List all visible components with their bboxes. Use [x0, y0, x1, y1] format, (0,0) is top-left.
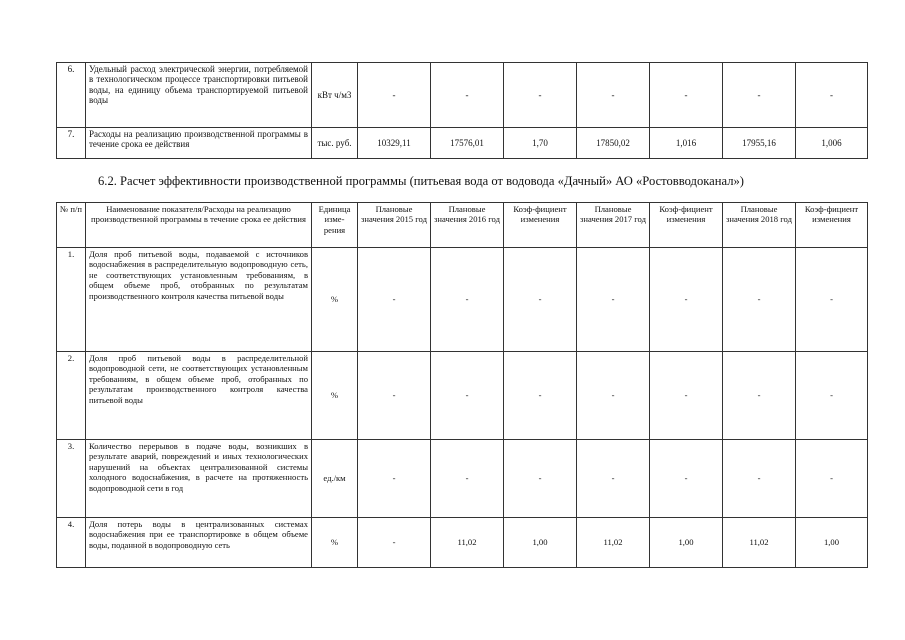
column-header: Единица изме-рения	[312, 203, 358, 248]
value-cell: -	[650, 440, 723, 518]
row-number: 3.	[57, 440, 86, 518]
value-cell: -	[504, 352, 577, 440]
indicator-name: Расходы на реализацию производственной программы в течение срока ее действия	[86, 128, 312, 159]
column-header: Коэф-фициент изменения	[650, 203, 723, 248]
value-cell: -	[358, 352, 431, 440]
row-number: 6.	[57, 63, 86, 128]
table-row	[57, 128, 868, 159]
indicator-name: Доля потерь воды в централизованных системах водоснабжения при ее транспортировке в общем объеме воды, поданной в водопроводную сеть	[86, 518, 312, 568]
table-row	[57, 518, 868, 568]
value-cell: -	[504, 440, 577, 518]
indicator-name: Доля проб питьевой воды в распределительной водопроводной сети, не соответствующих установленным требованиям, в общем объеме проб, отобранных по результатам производственного контроля качества питьевой воды	[86, 352, 312, 440]
table-row	[57, 352, 868, 440]
value-cell: -	[723, 352, 796, 440]
value-cell: -	[358, 248, 431, 352]
unit-cell: тыс. руб.	[312, 128, 358, 159]
value-cell: -	[358, 440, 431, 518]
row-number: 7.	[57, 128, 86, 159]
row-number: 4.	[57, 518, 86, 568]
column-header: Плановые значения 2016 год	[431, 203, 504, 248]
indicator-name: Количество перерывов в подаче воды, возникших в результате аварий, повреждений и иных технологических нарушений на объектах централизованной системы холодного водоснабжения, в расчете на протяженность водопроводной сети в год	[86, 440, 312, 518]
value-cell: 1,006	[796, 128, 868, 159]
value-cell: 17850,02	[577, 128, 650, 159]
value-cell: 1,016	[650, 128, 723, 159]
value-cell: -	[431, 440, 504, 518]
value-cell: -	[796, 440, 868, 518]
efficiency-table	[56, 202, 868, 568]
column-header: Коэф-фициент изменения	[796, 203, 868, 248]
value-cell: -	[650, 352, 723, 440]
value-cell: -	[504, 248, 577, 352]
value-cell: -	[577, 352, 650, 440]
value-cell: -	[431, 63, 504, 128]
value-cell: 11,02	[577, 518, 650, 568]
value-cell: -	[577, 63, 650, 128]
unit-cell: ед./км	[312, 440, 358, 518]
column-header: № п/п	[57, 203, 86, 248]
row-number: 1.	[57, 248, 86, 352]
unit-cell: %	[312, 352, 358, 440]
column-header: Плановые значения 2018 год	[723, 203, 796, 248]
value-cell: 10329,11	[358, 128, 431, 159]
value-cell: -	[796, 352, 868, 440]
column-header: Наименование показателя/Расходы на реализацию производственной программы в течение срока ее действия	[86, 203, 312, 248]
row-number: 2.	[57, 352, 86, 440]
top-table	[56, 62, 868, 159]
value-cell: 1,00	[504, 518, 577, 568]
value-cell: -	[358, 63, 431, 128]
indicator-name: Удельный расход электрической энергии, потребляемой в технологическом процессе транспортировки питьевой воды, на единицу объема транспортируемой питьевой воды	[86, 63, 312, 128]
table-row	[57, 63, 868, 128]
table-row	[57, 440, 868, 518]
value-cell: -	[431, 352, 504, 440]
unit-cell: %	[312, 518, 358, 568]
value-cell: -	[577, 440, 650, 518]
value-cell: -	[504, 63, 577, 128]
value-cell: -	[796, 248, 868, 352]
value-cell: 17576,01	[431, 128, 504, 159]
value-cell: -	[577, 248, 650, 352]
table-row	[57, 248, 868, 352]
indicator-name: Доля проб питьевой воды, подаваемой с источников водоснабжения в распределительную водопроводную сеть, не соответствующих установленным требованиям, в общем объеме проб, отобранных по результатам производственного контроля качества питьевой воды	[86, 248, 312, 352]
header-row	[57, 203, 868, 248]
value-cell: 1,70	[504, 128, 577, 159]
value-cell: 11,02	[723, 518, 796, 568]
value-cell: -	[650, 248, 723, 352]
unit-cell: %	[312, 248, 358, 352]
value-cell: 1,00	[796, 518, 868, 568]
column-header: Коэф-фициент изменения	[504, 203, 577, 248]
column-header: Плановые значения 2015 год	[358, 203, 431, 248]
value-cell: -	[796, 63, 868, 128]
column-header: Плановые значения 2017 год	[577, 203, 650, 248]
value-cell: -	[723, 248, 796, 352]
value-cell: -	[431, 248, 504, 352]
value-cell: -	[650, 63, 723, 128]
section-heading: 6.2. Расчет эффективности производственной программы (питьевая вода от водовода «Дачный» АО «Ростовводоканал»)	[98, 174, 744, 188]
value-cell: -	[358, 518, 431, 568]
value-cell: -	[723, 440, 796, 518]
unit-cell: кВт ч/м3	[312, 63, 358, 128]
value-cell: 17955,16	[723, 128, 796, 159]
value-cell: 1,00	[650, 518, 723, 568]
value-cell: -	[723, 63, 796, 128]
value-cell: 11,02	[431, 518, 504, 568]
